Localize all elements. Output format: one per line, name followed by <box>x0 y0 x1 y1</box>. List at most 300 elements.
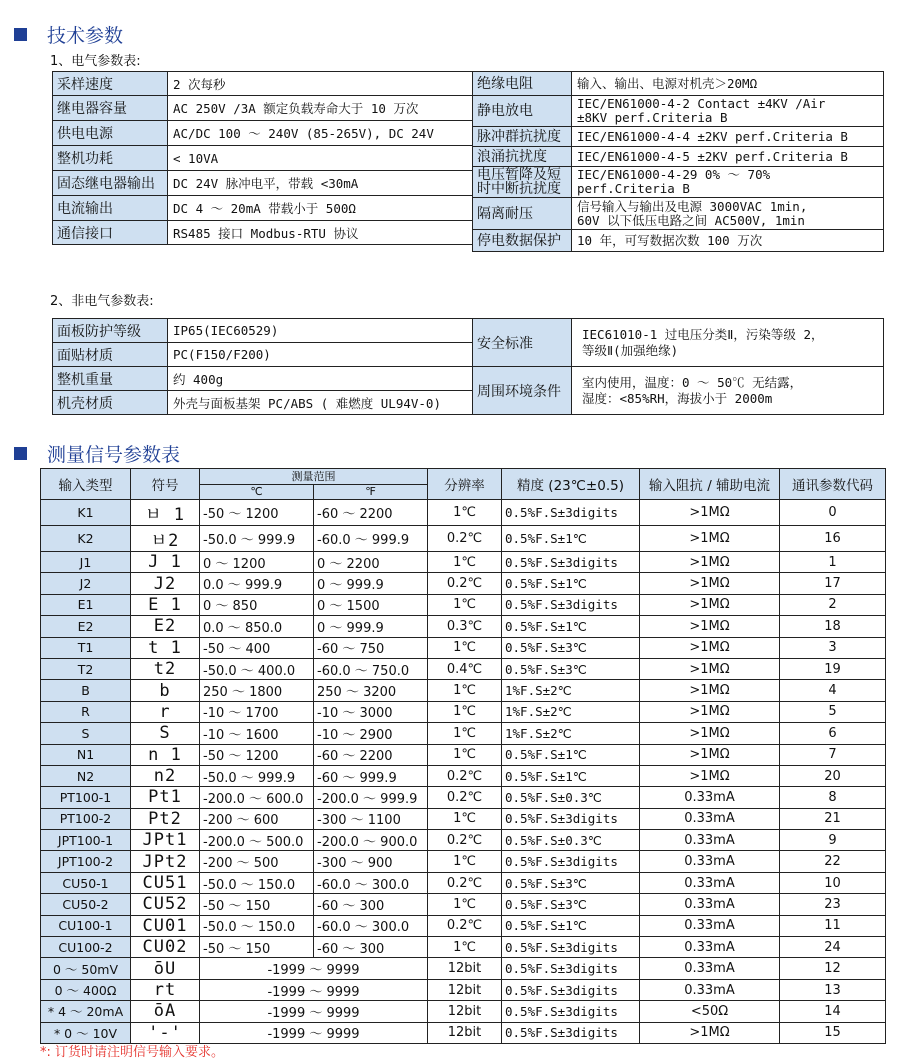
impedance: 0.33mA <box>640 872 780 893</box>
range-celsius: -50 ～ 150 <box>200 894 314 915</box>
accuracy: 1%F.S±2℃ <box>502 723 640 744</box>
header-symbol: 符号 <box>131 469 200 500</box>
range-celsius: 250 ～ 1800 <box>200 680 314 701</box>
input-type: J2 <box>41 573 131 594</box>
display-symbol: Pt1 <box>131 787 200 808</box>
display-symbol: Pt2 <box>131 808 200 829</box>
impedance: 0.33mA <box>640 808 780 829</box>
signal-row <box>41 979 886 1000</box>
display-symbol: CU01 <box>131 915 200 936</box>
range-fahrenheit: -60 ～ 300 <box>314 937 428 958</box>
signal-row <box>41 894 886 915</box>
comm-code: 3 <box>780 637 886 658</box>
param-value <box>572 72 884 96</box>
param-value: IP65(IEC60529) <box>168 319 473 343</box>
param-row <box>53 196 473 221</box>
range-celsius: 0.0 ～ 999.9 <box>200 573 314 594</box>
range-fahrenheit: -60 ～ 750 <box>314 637 428 658</box>
range-celsius: 0.0 ～ 850.0 <box>200 616 314 637</box>
input-type: T2 <box>41 658 131 679</box>
signal-row <box>41 958 886 979</box>
range-celsius: 0 ～ 1200 <box>200 552 314 573</box>
impedance: 0.33mA <box>640 894 780 915</box>
range-fahrenheit: -60.0 ～ 999.9 <box>314 526 428 552</box>
input-type: CU50-2 <box>41 894 131 915</box>
square-bullet-icon <box>14 28 27 41</box>
param-row <box>53 343 473 367</box>
impedance: >1MΩ <box>640 658 780 679</box>
param-label-line: 停电数据保护 <box>477 232 561 249</box>
comm-code: 7 <box>780 744 886 765</box>
impedance: >1MΩ <box>640 616 780 637</box>
param-label <box>473 230 572 252</box>
input-type: * 0 ～ 10V <box>41 1022 131 1043</box>
impedance: >1MΩ <box>640 701 780 722</box>
comm-code: 1 <box>780 552 886 573</box>
display-symbol: '-' <box>131 1022 200 1043</box>
accuracy: 0.5%F.S±3digits <box>502 979 640 1000</box>
input-type: S <box>41 723 131 744</box>
param-row <box>53 96 473 121</box>
param-label: 继电器容量 <box>53 96 168 121</box>
resolution: 1℃ <box>428 680 502 701</box>
param-value: PC(F150/F200) <box>168 343 473 367</box>
param-label: 整机重量 <box>53 367 168 391</box>
accuracy: 0.5%F.S±3℃ <box>502 637 640 658</box>
display-symbol: r <box>131 701 200 722</box>
resolution: 1℃ <box>428 851 502 872</box>
range-celsius: -10 ～ 1700 <box>200 701 314 722</box>
impedance: 0.33mA <box>640 937 780 958</box>
comm-code: 15 <box>780 1022 886 1043</box>
param-value-line: 信号输入与输出及电源 3000VAC 1min, <box>577 198 808 214</box>
display-symbol: t 1 <box>131 637 200 658</box>
param-value-line: 湿度：<85%RH，海拔小于 2000m <box>582 390 773 406</box>
signal-row <box>41 1001 886 1022</box>
resolution: 0.2℃ <box>428 915 502 936</box>
display-symbol: t2 <box>131 658 200 679</box>
range-celsius: -50 ～ 1200 <box>200 744 314 765</box>
resolution: 1℃ <box>428 937 502 958</box>
param-value-line: IEC/EN61000-4-4 ±2KV perf.Criteria B <box>577 128 848 144</box>
accuracy: 0.5%F.S±3℃ <box>502 658 640 679</box>
resolution: 1℃ <box>428 723 502 744</box>
range-celsius: -200.0 ～ 600.0 <box>200 787 314 808</box>
param-label-line: 浪涌抗扰度 <box>477 148 547 165</box>
param-label: 机壳材质 <box>53 391 168 415</box>
resolution: 12bit <box>428 958 502 979</box>
signal-row <box>41 552 886 573</box>
impedance: >1MΩ <box>640 680 780 701</box>
param-label: 周围环境条件 <box>473 367 572 415</box>
param-value-line: IEC/EN61000-4-29 0% ～ 70% <box>577 167 771 182</box>
param-value-line: 输入、输出、电源对机壳＞20MΩ <box>577 75 758 91</box>
param-row <box>473 96 884 127</box>
range-celsius: 0 ～ 850 <box>200 594 314 615</box>
input-type: E2 <box>41 616 131 637</box>
range-fahrenheit: -60 ～ 999.9 <box>314 765 428 786</box>
resolution: 12bit <box>428 1022 502 1043</box>
param-value-line: IEC/EN61000-4-5 ±2KV perf.Criteria B <box>577 148 848 164</box>
param-label-line: 电压暂降及短 <box>477 167 561 183</box>
param-value: DC 24V 脉冲电平，带载 <30mA <box>168 171 473 196</box>
range-fahrenheit: 0 ～ 999.9 <box>314 616 428 637</box>
param-value-line: 室内使用，温度：0 ～ 50℃ 无结露， <box>582 374 803 390</box>
resolution: 1℃ <box>428 701 502 722</box>
accuracy: 0.5%F.S±3digits <box>502 1001 640 1022</box>
accuracy: 0.5%F.S±1℃ <box>502 616 640 637</box>
param-value <box>572 127 884 147</box>
range-value: -1999 ～ 9999 <box>200 958 428 979</box>
param-label: 采样速度 <box>53 72 168 96</box>
signal-row <box>41 701 886 722</box>
display-symbol: CU51 <box>131 872 200 893</box>
accuracy: 0.5%F.S±0.3℃ <box>502 830 640 851</box>
electrical-table-left <box>52 71 473 245</box>
comm-code: 5 <box>780 701 886 722</box>
accuracy: 0.5%F.S±3digits <box>502 500 640 526</box>
resolution: 0.2℃ <box>428 787 502 808</box>
comm-code: 9 <box>780 830 886 851</box>
non-electrical-table-left <box>52 318 473 415</box>
display-symbol: ōU <box>131 958 200 979</box>
param-label: 电流输出 <box>53 196 168 221</box>
param-value-line: ±8KV perf.Criteria B <box>577 110 728 125</box>
range-celsius: -200 ～ 600 <box>200 808 314 829</box>
order-note: *: 订货时请注明信号输入要求。 <box>40 1045 225 1060</box>
range-fahrenheit: 0 ～ 999.9 <box>314 573 428 594</box>
comm-code: 20 <box>780 765 886 786</box>
header-input-type: 输入类型 <box>41 469 131 500</box>
input-type: T1 <box>41 637 131 658</box>
display-symbol: S <box>131 723 200 744</box>
accuracy: 0.5%F.S±1℃ <box>502 915 640 936</box>
param-value <box>572 319 884 367</box>
display-symbol: JPt2 <box>131 851 200 872</box>
signal-row <box>41 594 886 615</box>
resolution: 1℃ <box>428 808 502 829</box>
param-value <box>572 96 884 127</box>
param-value <box>572 147 884 167</box>
accuracy: 0.5%F.S±3digits <box>502 552 640 573</box>
resolution: 1℃ <box>428 637 502 658</box>
input-type: PT100-1 <box>41 787 131 808</box>
resolution: 1℃ <box>428 500 502 526</box>
electrical-table-right <box>472 71 884 252</box>
param-label: 整机功耗 <box>53 146 168 171</box>
header-resolution: 分辨率 <box>428 469 502 500</box>
input-type: * 4 ～ 20mA <box>41 1001 131 1022</box>
accuracy: 1%F.S±2℃ <box>502 701 640 722</box>
accuracy: 0.5%F.S±0.3℃ <box>502 787 640 808</box>
impedance: >1MΩ <box>640 552 780 573</box>
comm-code: 10 <box>780 872 886 893</box>
resolution: 12bit <box>428 979 502 1000</box>
display-symbol: E 1 <box>131 594 200 615</box>
header-range: 测量范围 <box>200 469 428 485</box>
param-label: 面板防护等级 <box>53 319 168 343</box>
signal-row <box>41 500 886 526</box>
display-symbol: J2 <box>131 573 200 594</box>
resolution: 0.3℃ <box>428 616 502 637</box>
input-type: B <box>41 680 131 701</box>
impedance: 0.33mA <box>640 958 780 979</box>
impedance: >1MΩ <box>640 723 780 744</box>
param-value <box>572 230 884 252</box>
param-value: AC/DC 100 ～ 240V (85-265V), DC 24V <box>168 121 473 146</box>
param-label <box>473 72 572 96</box>
signal-row <box>41 937 886 958</box>
impedance: >1MΩ <box>640 526 780 552</box>
param-label: 安全标准 <box>473 319 572 367</box>
comm-code: 17 <box>780 573 886 594</box>
impedance: >1MΩ <box>640 1022 780 1043</box>
impedance: 0.33mA <box>640 851 780 872</box>
param-value-line: 10 年，可写数据次数 100 万次 <box>577 232 763 248</box>
signal-row <box>41 573 886 594</box>
resolution: 1℃ <box>428 594 502 615</box>
comm-code: 12 <box>780 958 886 979</box>
section-title-signal: 测量信号参数表 <box>14 440 180 467</box>
signal-row <box>41 637 886 658</box>
param-label <box>473 127 572 147</box>
range-celsius: -50.0 ～ 150.0 <box>200 872 314 893</box>
param-row <box>473 127 884 147</box>
param-label <box>473 198 572 230</box>
header-comm-code: 通讯参数代码 <box>780 469 886 500</box>
resolution: 1℃ <box>428 552 502 573</box>
signal-row <box>41 765 886 786</box>
range-celsius: -200.0 ～ 500.0 <box>200 830 314 851</box>
signal-row <box>41 830 886 851</box>
accuracy: 0.5%F.S±3digits <box>502 937 640 958</box>
accuracy: 0.5%F.S±1℃ <box>502 744 640 765</box>
accuracy: 0.5%F.S±3℃ <box>502 872 640 893</box>
param-row <box>473 147 884 167</box>
param-row <box>53 72 473 96</box>
param-row <box>53 391 473 415</box>
resolution: 0.2℃ <box>428 526 502 552</box>
resolution: 1℃ <box>428 894 502 915</box>
display-symbol: J 1 <box>131 552 200 573</box>
impedance: 0.33mA <box>640 830 780 851</box>
accuracy: 0.5%F.S±1℃ <box>502 526 640 552</box>
range-fahrenheit: -60 ～ 2200 <box>314 500 428 526</box>
param-value <box>572 367 884 415</box>
param-value: AC 250V /3A 额定负载寿命大于 10 万次 <box>168 96 473 121</box>
range-celsius: -200 ～ 500 <box>200 851 314 872</box>
param-label <box>473 147 572 167</box>
range-celsius: -10 ～ 1600 <box>200 723 314 744</box>
param-value: 外壳与面板基架 PC/ABS ( 难燃度 UL94V-0) <box>168 391 473 415</box>
range-fahrenheit: -10 ～ 3000 <box>314 701 428 722</box>
impedance: 0.33mA <box>640 787 780 808</box>
subtitle-non-electrical: 2、非电气参数表: <box>50 294 154 309</box>
range-celsius: -50.0 ～ 999.9 <box>200 765 314 786</box>
non-electrical-table-right <box>472 318 884 415</box>
range-fahrenheit: 250 ～ 3200 <box>314 680 428 701</box>
param-value-line: IEC/EN61000-4-2 Contact ±4KV /Air <box>577 96 826 111</box>
param-row <box>53 221 473 245</box>
accuracy: 0.5%F.S±3digits <box>502 958 640 979</box>
range-fahrenheit: -60 ～ 300 <box>314 894 428 915</box>
input-type: R <box>41 701 131 722</box>
square-bullet-icon <box>14 447 27 460</box>
display-symbol: rt <box>131 979 200 1000</box>
range-fahrenheit: -300 ～ 900 <box>314 851 428 872</box>
param-value: < 10VA <box>168 146 473 171</box>
param-label: 供电电源 <box>53 121 168 146</box>
header-accuracy: 精度 (23℃±0.5) <box>502 469 640 500</box>
param-label-line: 绝缘电阻 <box>477 75 533 92</box>
range-fahrenheit: 0 ～ 2200 <box>314 552 428 573</box>
range-fahrenheit: -60 ～ 2200 <box>314 744 428 765</box>
input-type: N2 <box>41 765 131 786</box>
header-celsius: ℃ <box>200 484 314 500</box>
param-row <box>53 146 473 171</box>
accuracy: 0.5%F.S±3digits <box>502 1022 640 1043</box>
input-type: PT100-2 <box>41 808 131 829</box>
resolution: 0.2℃ <box>428 872 502 893</box>
comm-code: 14 <box>780 1001 886 1022</box>
range-fahrenheit: -300 ～ 1100 <box>314 808 428 829</box>
comm-code: 18 <box>780 616 886 637</box>
input-type: K2 <box>41 526 131 552</box>
accuracy: 0.5%F.S±3digits <box>502 594 640 615</box>
display-symbol: ㅂ 1 <box>131 500 200 526</box>
range-fahrenheit: 0 ～ 1500 <box>314 594 428 615</box>
param-value <box>572 167 884 198</box>
impedance: >1MΩ <box>640 744 780 765</box>
range-fahrenheit: -200.0 ～ 900.0 <box>314 830 428 851</box>
comm-code: 16 <box>780 526 886 552</box>
comm-code: 24 <box>780 937 886 958</box>
input-type: CU100-1 <box>41 915 131 936</box>
range-value: -1999 ～ 9999 <box>200 979 428 1000</box>
accuracy: 1%F.S±2℃ <box>502 680 640 701</box>
range-celsius: -50 ～ 400 <box>200 637 314 658</box>
display-symbol: ㅂ2 <box>131 526 200 552</box>
display-symbol: n2 <box>131 765 200 786</box>
range-fahrenheit: -60.0 ～ 750.0 <box>314 658 428 679</box>
param-label-line: 脉冲群抗扰度 <box>477 128 561 145</box>
comm-code: 21 <box>780 808 886 829</box>
param-label: 通信接口 <box>53 221 168 245</box>
param-row <box>53 121 473 146</box>
impedance: >1MΩ <box>640 573 780 594</box>
signal-row <box>41 851 886 872</box>
comm-code: 4 <box>780 680 886 701</box>
comm-code: 13 <box>780 979 886 1000</box>
param-label-line: 隔离耐压 <box>477 205 533 222</box>
comm-code: 23 <box>780 894 886 915</box>
param-value <box>572 198 884 230</box>
header-fahrenheit: ℉ <box>314 484 428 500</box>
accuracy: 0.5%F.S±3digits <box>502 851 640 872</box>
range-celsius: -50 ～ 150 <box>200 937 314 958</box>
display-symbol: ōA <box>131 1001 200 1022</box>
comm-code: 2 <box>780 594 886 615</box>
range-fahrenheit: -60.0 ～ 300.0 <box>314 915 428 936</box>
input-type: CU50-1 <box>41 872 131 893</box>
comm-code: 0 <box>780 500 886 526</box>
signal-row <box>41 915 886 936</box>
param-label-line: 静电放电 <box>477 103 533 119</box>
resolution: 12bit <box>428 1001 502 1022</box>
param-row <box>473 167 884 198</box>
input-type: 0 ～ 400Ω <box>41 979 131 1000</box>
input-type: 0 ～ 50mV <box>41 958 131 979</box>
resolution: 0.2℃ <box>428 830 502 851</box>
param-row <box>473 319 884 367</box>
accuracy: 0.5%F.S±3℃ <box>502 894 640 915</box>
range-celsius: -50.0 ～ 150.0 <box>200 915 314 936</box>
param-row <box>53 319 473 343</box>
input-type: K1 <box>41 500 131 526</box>
signal-row <box>41 787 886 808</box>
accuracy: 0.5%F.S±1℃ <box>502 765 640 786</box>
input-type: CU100-2 <box>41 937 131 958</box>
signal-parameter-table <box>40 468 886 1044</box>
impedance: 0.33mA <box>640 979 780 1000</box>
signal-row <box>41 744 886 765</box>
param-label: 面贴材质 <box>53 343 168 367</box>
param-label <box>473 96 572 127</box>
param-row <box>53 171 473 196</box>
param-value-line: 等级Ⅱ(加强绝缘) <box>582 342 679 358</box>
impedance: >1MΩ <box>640 594 780 615</box>
signal-row <box>41 723 886 744</box>
param-label-line: 时中断抗扰度 <box>477 181 561 197</box>
display-symbol: JPt1 <box>131 830 200 851</box>
param-value-line: perf.Criteria B <box>577 181 690 196</box>
resolution: 0.2℃ <box>428 765 502 786</box>
resolution: 0.2℃ <box>428 573 502 594</box>
comm-code: 19 <box>780 658 886 679</box>
range-fahrenheit: -10 ～ 2900 <box>314 723 428 744</box>
input-type: E1 <box>41 594 131 615</box>
signal-row <box>41 658 886 679</box>
signal-row <box>41 872 886 893</box>
accuracy: 0.5%F.S±1℃ <box>502 573 640 594</box>
range-value: -1999 ～ 9999 <box>200 1022 428 1043</box>
param-row <box>473 72 884 96</box>
header-impedance: 输入阻抗 / 辅助电流 <box>640 469 780 500</box>
range-celsius: -50.0 ～ 999.9 <box>200 526 314 552</box>
impedance: >1MΩ <box>640 637 780 658</box>
input-type: N1 <box>41 744 131 765</box>
param-value: 2 次每秒 <box>168 72 473 96</box>
param-value: RS485 接口 Modbus-RTU 协议 <box>168 221 473 245</box>
display-symbol: CU02 <box>131 937 200 958</box>
comm-code: 22 <box>780 851 886 872</box>
param-value: 约 400g <box>168 367 473 391</box>
comm-code: 8 <box>780 787 886 808</box>
comm-code: 6 <box>780 723 886 744</box>
param-label: 固态继电器输出 <box>53 171 168 196</box>
impedance: >1MΩ <box>640 765 780 786</box>
signal-row <box>41 616 886 637</box>
resolution: 0.4℃ <box>428 658 502 679</box>
range-fahrenheit: -60.0 ～ 300.0 <box>314 872 428 893</box>
param-value: DC 4 ～ 20mA 带载小于 500Ω <box>168 196 473 221</box>
input-type: J1 <box>41 552 131 573</box>
param-label <box>473 167 572 198</box>
range-celsius: -50 ～ 1200 <box>200 500 314 526</box>
signal-row <box>41 808 886 829</box>
display-symbol: CU52 <box>131 894 200 915</box>
subtitle-electrical: 1、电气参数表: <box>50 54 141 69</box>
